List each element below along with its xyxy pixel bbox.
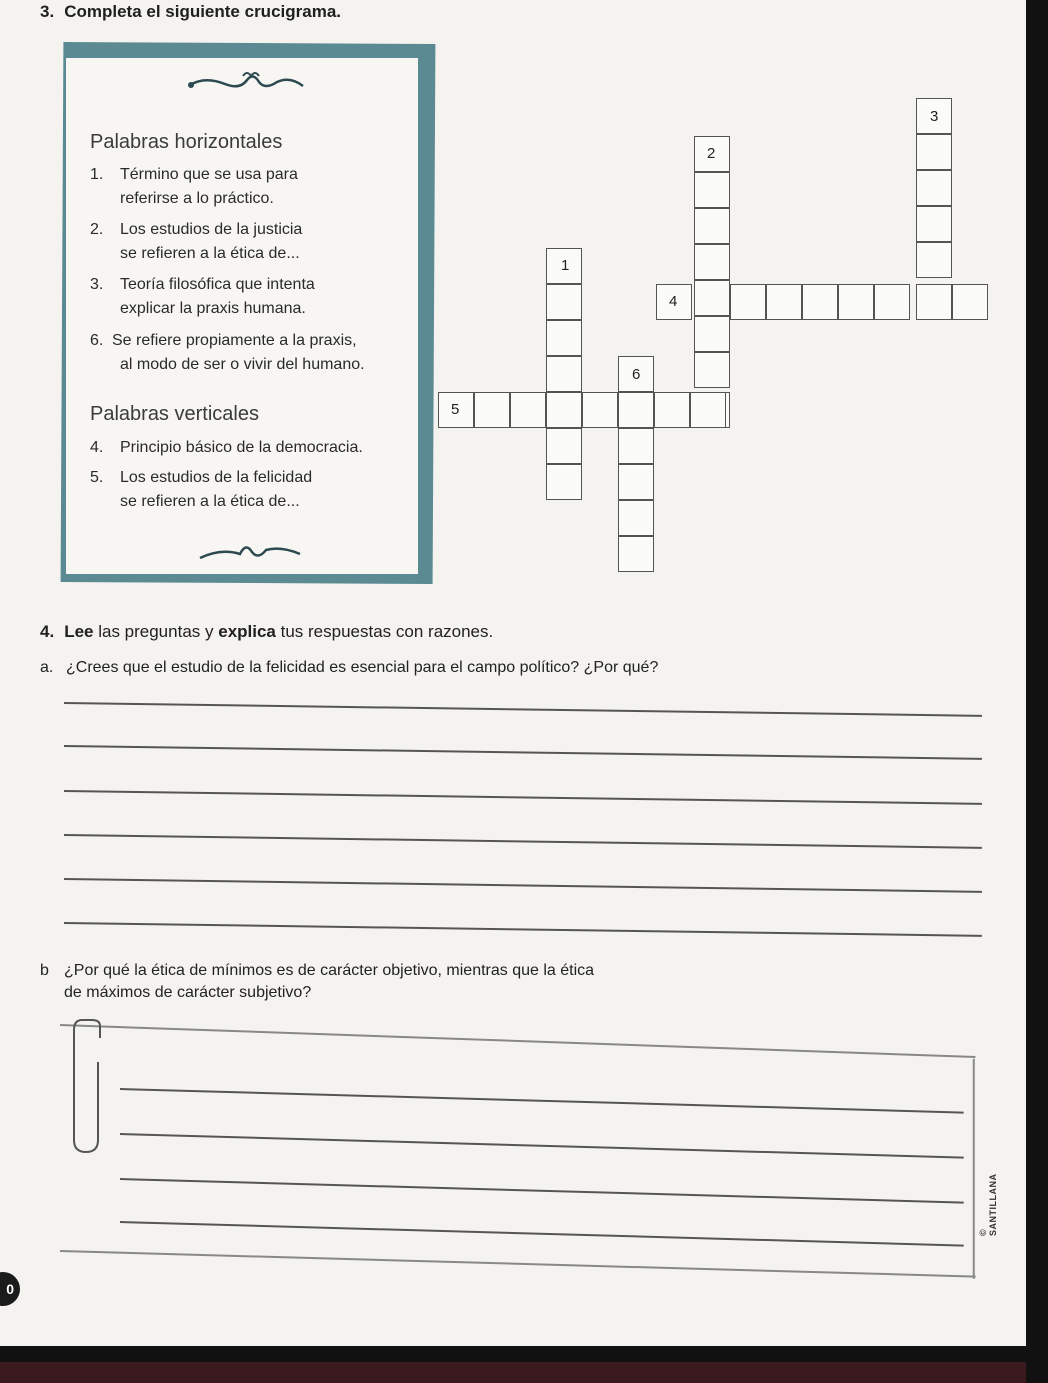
crossword-number-4: 4	[669, 293, 678, 310]
crossword-number-6: 6	[632, 366, 641, 383]
question-b-line-2: de máximos de carácter subjetivo?	[64, 984, 312, 1001]
vertical-clue-4	[90, 436, 420, 460]
clue-text: explicar la praxis humana.	[120, 300, 306, 317]
crossword-number-3: 3	[930, 108, 939, 125]
answer-line-a-4[interactable]	[64, 834, 982, 848]
question-a-text: ¿Crees que el estudio de la felicidad es esencial para el campo político? ¿Por qué?	[66, 659, 659, 676]
bottom-edge-strip	[0, 1362, 1026, 1383]
crossword-cell[interactable]	[546, 464, 582, 500]
clue-number: 6.	[90, 332, 104, 349]
answer-line-b-4[interactable]	[120, 1221, 964, 1246]
bottom-ornament-icon	[196, 538, 306, 564]
crossword-cell[interactable]	[582, 392, 618, 428]
answer-line-b-3[interactable]	[120, 1178, 964, 1203]
exercise-4-text: tus respuestas con razones.	[275, 622, 494, 641]
crossword-cell[interactable]	[838, 284, 874, 320]
answer-frame-top	[60, 1024, 975, 1057]
exercise-4-text: las preguntas y	[93, 622, 219, 641]
clue-text: Término que se usa para	[120, 166, 298, 183]
crossword-number-1: 1	[561, 257, 570, 274]
vertical-clue-5	[90, 466, 410, 514]
answer-line-a-2[interactable]	[64, 745, 982, 759]
clue-text: se refieren a la ética de...	[120, 245, 300, 262]
horizontal-clue-2	[90, 218, 410, 266]
crossword-number-2: 2	[707, 145, 716, 162]
clue-number: 4.	[90, 439, 104, 456]
crossword-cell[interactable]	[694, 316, 730, 352]
horizontal-clue-6	[90, 329, 420, 377]
crossword-cell[interactable]	[802, 284, 838, 320]
answer-line-a-3[interactable]	[64, 790, 982, 804]
crossword-cell[interactable]	[952, 284, 988, 320]
crossword-cell[interactable]	[694, 244, 730, 280]
crossword-cell[interactable]	[618, 428, 654, 464]
vertical-clues-title: Palabras verticales	[90, 403, 259, 425]
crossword-cell[interactable]	[730, 284, 766, 320]
crossword-cell[interactable]	[916, 134, 952, 170]
question-a-label: a.	[40, 659, 54, 676]
question-b	[40, 960, 594, 1004]
horizontal-clue-1	[90, 163, 410, 211]
clue-text: referirse a lo práctico.	[120, 190, 274, 207]
clue-number: 1.	[90, 166, 104, 183]
clue-text: Los estudios de la justicia	[120, 221, 303, 238]
crossword-cell[interactable]	[546, 392, 582, 428]
exercise-3-number: 3.	[40, 2, 55, 21]
crossword-cell[interactable]	[474, 392, 510, 428]
crossword-cell[interactable]	[694, 172, 730, 208]
clue-text: se refieren a la ética de...	[120, 493, 300, 510]
crossword-cell[interactable]	[694, 280, 730, 316]
horizontal-clues-title: Palabras horizontales	[90, 131, 283, 153]
crossword-number-5: 5	[451, 401, 460, 418]
crossword-cell[interactable]	[694, 208, 730, 244]
crossword-cell[interactable]	[510, 392, 546, 428]
clue-number: 5.	[90, 469, 104, 486]
crossword-cell[interactable]	[546, 320, 582, 356]
clue-number: 2.	[90, 221, 104, 238]
crossword-cell[interactable]	[618, 536, 654, 572]
answer-line-b-1[interactable]	[120, 1088, 964, 1113]
crossword-cell[interactable]	[916, 284, 952, 320]
exercise-4-heading	[40, 622, 493, 642]
right-edge-shadow	[1026, 0, 1048, 1383]
exercise-3-heading	[40, 2, 341, 22]
crossword-cell[interactable]	[546, 428, 582, 464]
question-b-line-1: ¿Por qué la ética de mínimos es de carácter objetivo, mientras que la ética	[64, 962, 595, 979]
question-a	[40, 657, 658, 679]
crossword-cell[interactable]	[654, 392, 690, 428]
crossword-cell[interactable]	[690, 392, 726, 428]
paper-clip-icon	[70, 1018, 110, 1158]
clue-text: Los estudios de la felicidad	[120, 469, 313, 486]
answer-line-a-1[interactable]	[64, 702, 982, 716]
horizontal-clue-3	[90, 273, 410, 321]
exercise-4-verb-read: Lee	[64, 622, 94, 641]
top-ornament-icon	[185, 68, 315, 98]
crossword-cell[interactable]	[618, 500, 654, 536]
exercise-3-title: Completa el siguiente crucigrama.	[64, 2, 341, 21]
exercise-4-verb-explain: explica	[218, 622, 276, 641]
clue-text: al modo de ser o vivir del humano.	[120, 356, 365, 373]
answer-line-b-2[interactable]	[120, 1133, 964, 1158]
crossword-cell[interactable]	[916, 206, 952, 242]
crossword-cell[interactable]	[546, 356, 582, 392]
clue-text: Teoría filosófica que intenta	[120, 276, 315, 293]
question-b-label: b	[40, 962, 49, 979]
clue-text: Principio básico de la democracia.	[120, 439, 363, 456]
crossword-cell[interactable]	[546, 284, 582, 320]
crossword-cell[interactable]	[874, 284, 910, 320]
crossword-cell[interactable]	[766, 284, 802, 320]
crossword-cell[interactable]	[916, 170, 952, 206]
clue-number: 3.	[90, 276, 104, 293]
clue-text: Se refiere propiamente a la praxis,	[112, 332, 357, 349]
publisher-credit: © SANTILLANA	[978, 1173, 998, 1236]
crossword-cell[interactable]	[694, 352, 730, 388]
page-number-badge: 0	[0, 1272, 20, 1306]
answer-frame-bottom	[60, 1250, 976, 1277]
answer-frame-right	[973, 1059, 975, 1279]
crossword-cell[interactable]	[618, 464, 654, 500]
answer-line-a-6[interactable]	[64, 922, 982, 936]
crossword-cell[interactable]	[916, 242, 952, 278]
answer-line-a-5[interactable]	[64, 878, 982, 892]
crossword-cell[interactable]	[618, 392, 654, 428]
exercise-4-number: 4.	[40, 622, 55, 641]
